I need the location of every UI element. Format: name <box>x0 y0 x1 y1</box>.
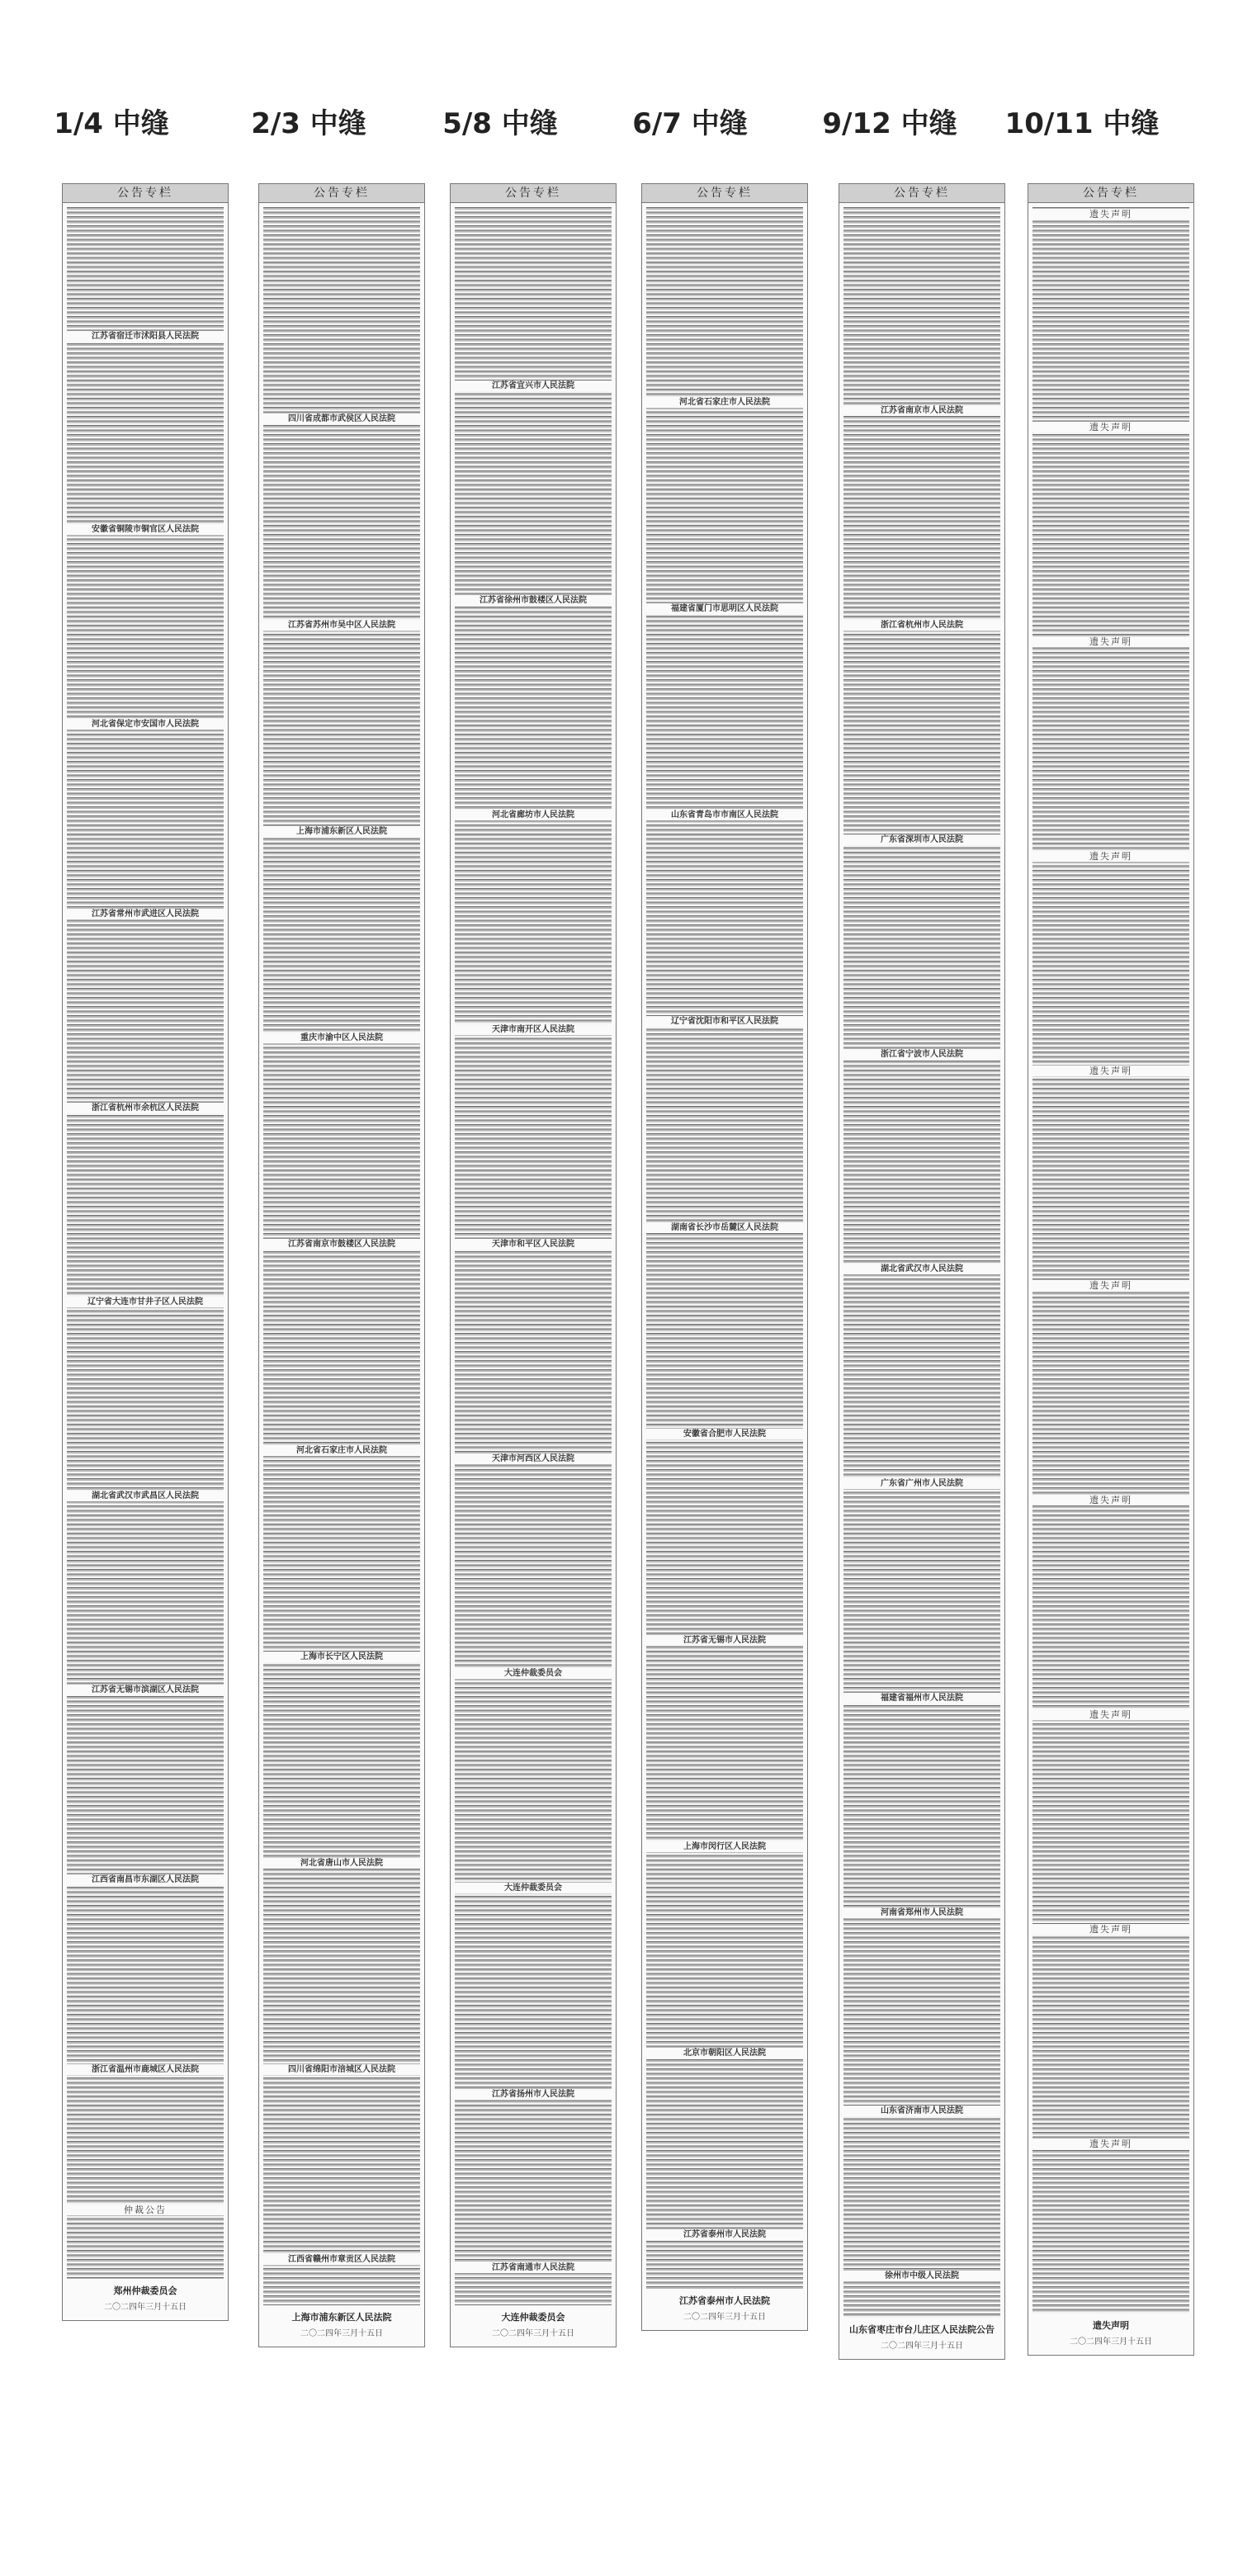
column-title: 公告专栏 <box>642 184 807 203</box>
column-header-6: 10/11 中缝 <box>1004 107 1160 140</box>
section-heading: 河南省郑州市人民法院 <box>843 1907 1000 1918</box>
column-title: 公告专栏 <box>259 184 424 203</box>
section-heading: 浙江省宁波市人民法院 <box>843 1049 1000 1060</box>
section-heading: 江西省赣州市章贡区人民法院 <box>263 2254 420 2265</box>
column-title: 公告专栏 <box>1028 184 1193 203</box>
column-footer <box>843 2318 1000 2354</box>
section-heading: 安徽省铜陵市铜官区人民法院 <box>67 524 224 535</box>
section-heading: 天津市南开区人民法院 <box>455 1024 612 1035</box>
section-heading: 江苏省常州市武进区人民法院 <box>67 909 224 919</box>
section-heading: 广东省深圳市人民法院 <box>843 834 1000 845</box>
section-heading: 江苏省宜兴市人民法院 <box>455 380 612 391</box>
section-heading: 浙江省杭州市人民法院 <box>843 620 1000 631</box>
footer-date: 二〇二四年三月十五日 <box>492 2329 574 2338</box>
footer-issuer: 郑州仲裁委员会 <box>113 2285 177 2296</box>
section-heading: 江苏省宿迁市沭阳县人民法院 <box>67 331 224 342</box>
column-header-4: 6/7 中缝 <box>632 107 748 140</box>
section-heading: 山东省青岛市市南区人民法院 <box>646 810 803 820</box>
section-heading: 河北省保定市安国市人民法院 <box>67 719 224 730</box>
notice-column-5 <box>839 183 1005 2360</box>
section-heading: 江苏省南通市人民法院 <box>455 2262 612 2273</box>
section-heading: 江苏省苏州市吴中区人民法院 <box>263 620 420 631</box>
section-heading: 遗失声明 <box>1032 422 1189 432</box>
footer-issuer: 上海市浦东新区人民法院 <box>291 2312 392 2323</box>
footer-issuer: 山东省枣庄市台儿庄区人民法院公告 <box>849 2324 995 2335</box>
notice-column-1 <box>62 183 229 2321</box>
section-heading: 江苏省南京市鼓楼区人民法院 <box>263 1239 420 1250</box>
column-title: 公告专栏 <box>839 184 1004 203</box>
section-heading: 上海市长宁区人民法院 <box>263 1652 420 1662</box>
section-heading: 河北省唐山市人民法院 <box>263 1858 420 1869</box>
section-heading: 湖北省武汉市人民法院 <box>843 1264 1000 1274</box>
section-heading: 江苏省扬州市人民法院 <box>455 2089 612 2100</box>
section-heading: 遗失声明 <box>1032 1280 1189 1291</box>
footer-date: 二〇二四年三月十五日 <box>104 2303 187 2312</box>
section-heading: 河北省廊坊市人民法院 <box>455 810 612 820</box>
section-heading: 遗失声明 <box>1032 2139 1189 2149</box>
notice-text-block <box>1032 207 1189 2350</box>
column-header-2: 2/3 中缝 <box>251 107 366 140</box>
section-heading: 江苏省南京市人民法院 <box>843 405 1000 416</box>
footer-date: 二〇二四年三月十五日 <box>300 2329 383 2338</box>
section-heading: 辽宁省沈阳市和平区人民法院 <box>646 1016 803 1027</box>
section-heading: 遗失声明 <box>1032 851 1189 862</box>
column-footer <box>67 2279 224 2315</box>
section-heading: 上海市闵行区人民法院 <box>646 1841 803 1852</box>
section-heading: 福建省厦门市思明区人民法院 <box>646 603 803 614</box>
column-title: 公告专栏 <box>451 184 616 203</box>
section-heading: 大连仲裁委员会 <box>455 1883 612 1893</box>
notice-column-3 <box>450 183 617 2347</box>
footer-issuer: 江苏省泰州市人民法院 <box>679 2295 770 2306</box>
section-heading: 河北省石家庄市人民法院 <box>646 397 803 408</box>
section-heading: 山东省济南市人民法院 <box>843 2106 1000 2116</box>
section-heading: 安徽省合肥市人民法院 <box>646 1429 803 1439</box>
column-footer <box>455 2305 612 2342</box>
section-heading: 北京市朝阳区人民法院 <box>646 2048 803 2058</box>
section-heading: 江苏省无锡市滨湖区人民法院 <box>67 1685 224 1695</box>
section-heading: 江苏省无锡市人民法院 <box>646 1635 803 1646</box>
section-heading: 遗失声明 <box>1032 636 1189 647</box>
notice-text-block <box>646 207 803 2325</box>
notice-text-block <box>67 207 224 2315</box>
footer-date: 二〇二四年三月十五日 <box>881 2342 963 2351</box>
section-heading: 重庆市渝中区人民法院 <box>263 1033 420 1043</box>
notice-column-4 <box>641 183 808 2331</box>
footer-issuer: 遗失声明 <box>1093 2320 1129 2331</box>
notice-text-block <box>455 207 612 2342</box>
section-heading: 江西省南昌市东湖区人民法院 <box>67 1874 224 1885</box>
section-heading: 浙江省温州市鹿城区人民法院 <box>67 2064 224 2075</box>
section-heading: 福建省福州市人民法院 <box>843 1693 1000 1704</box>
section-heading: 遗失声明 <box>1032 1066 1189 1076</box>
column-header-3: 5/8 中缝 <box>442 107 558 140</box>
section-heading: 湖北省武汉市武昌区人民法院 <box>67 1491 224 1501</box>
section-heading: 天津市和平区人民法院 <box>455 1239 612 1250</box>
column-footer <box>263 2305 420 2342</box>
column-title: 公告专栏 <box>63 184 228 203</box>
column-footer <box>1032 2314 1189 2350</box>
section-heading: 上海市浦东新区人民法院 <box>263 826 420 837</box>
column-header-5: 9/12 中缝 <box>822 107 957 140</box>
section-heading: 河北省石家庄市人民法院 <box>263 1445 420 1456</box>
section-heading: 徐州市中级人民法院 <box>843 2271 1000 2281</box>
section-heading: 辽宁省大连市甘井子区人民法院 <box>67 1297 224 1307</box>
section-heading: 大连仲裁委员会 <box>455 1668 612 1679</box>
notice-column-6 <box>1028 183 1194 2356</box>
footer-issuer: 大连仲裁委员会 <box>501 2312 565 2323</box>
notice-text-block <box>843 207 1000 2354</box>
footer-date: 二〇二四年三月十五日 <box>1070 2337 1152 2347</box>
section-heading: 天津市河西区人民法院 <box>455 1453 612 1464</box>
section-heading: 湖南省长沙市岳麓区人民法院 <box>646 1222 803 1233</box>
section-heading: 江苏省泰州市人民法院 <box>646 2229 803 2240</box>
column-header-1: 1/4 中缝 <box>54 107 169 140</box>
section-heading: 四川省成都市武侯区人民法院 <box>263 414 420 424</box>
section-heading: 江苏省徐州市鼓楼区人民法院 <box>455 595 612 606</box>
section-heading: 遗失声明 <box>1032 1709 1189 1720</box>
section-heading: 遗失声明 <box>1032 1924 1189 1935</box>
section-heading: 广东省广州市人民法院 <box>843 1478 1000 1489</box>
footer-date: 二〇二四年三月十五日 <box>683 2313 766 2322</box>
notice-text-block <box>263 207 420 2342</box>
notice-column-2 <box>258 183 425 2347</box>
section-heading: 四川省绵阳市涪城区人民法院 <box>263 2064 420 2075</box>
section-heading: 遗失声明 <box>1032 1495 1189 1505</box>
section-heading: 仲裁公告 <box>67 2205 224 2215</box>
column-footer <box>646 2289 803 2325</box>
section-heading: 遗失声明 <box>1032 209 1189 220</box>
section-heading: 浙江省杭州市余杭区人民法院 <box>67 1103 224 1113</box>
